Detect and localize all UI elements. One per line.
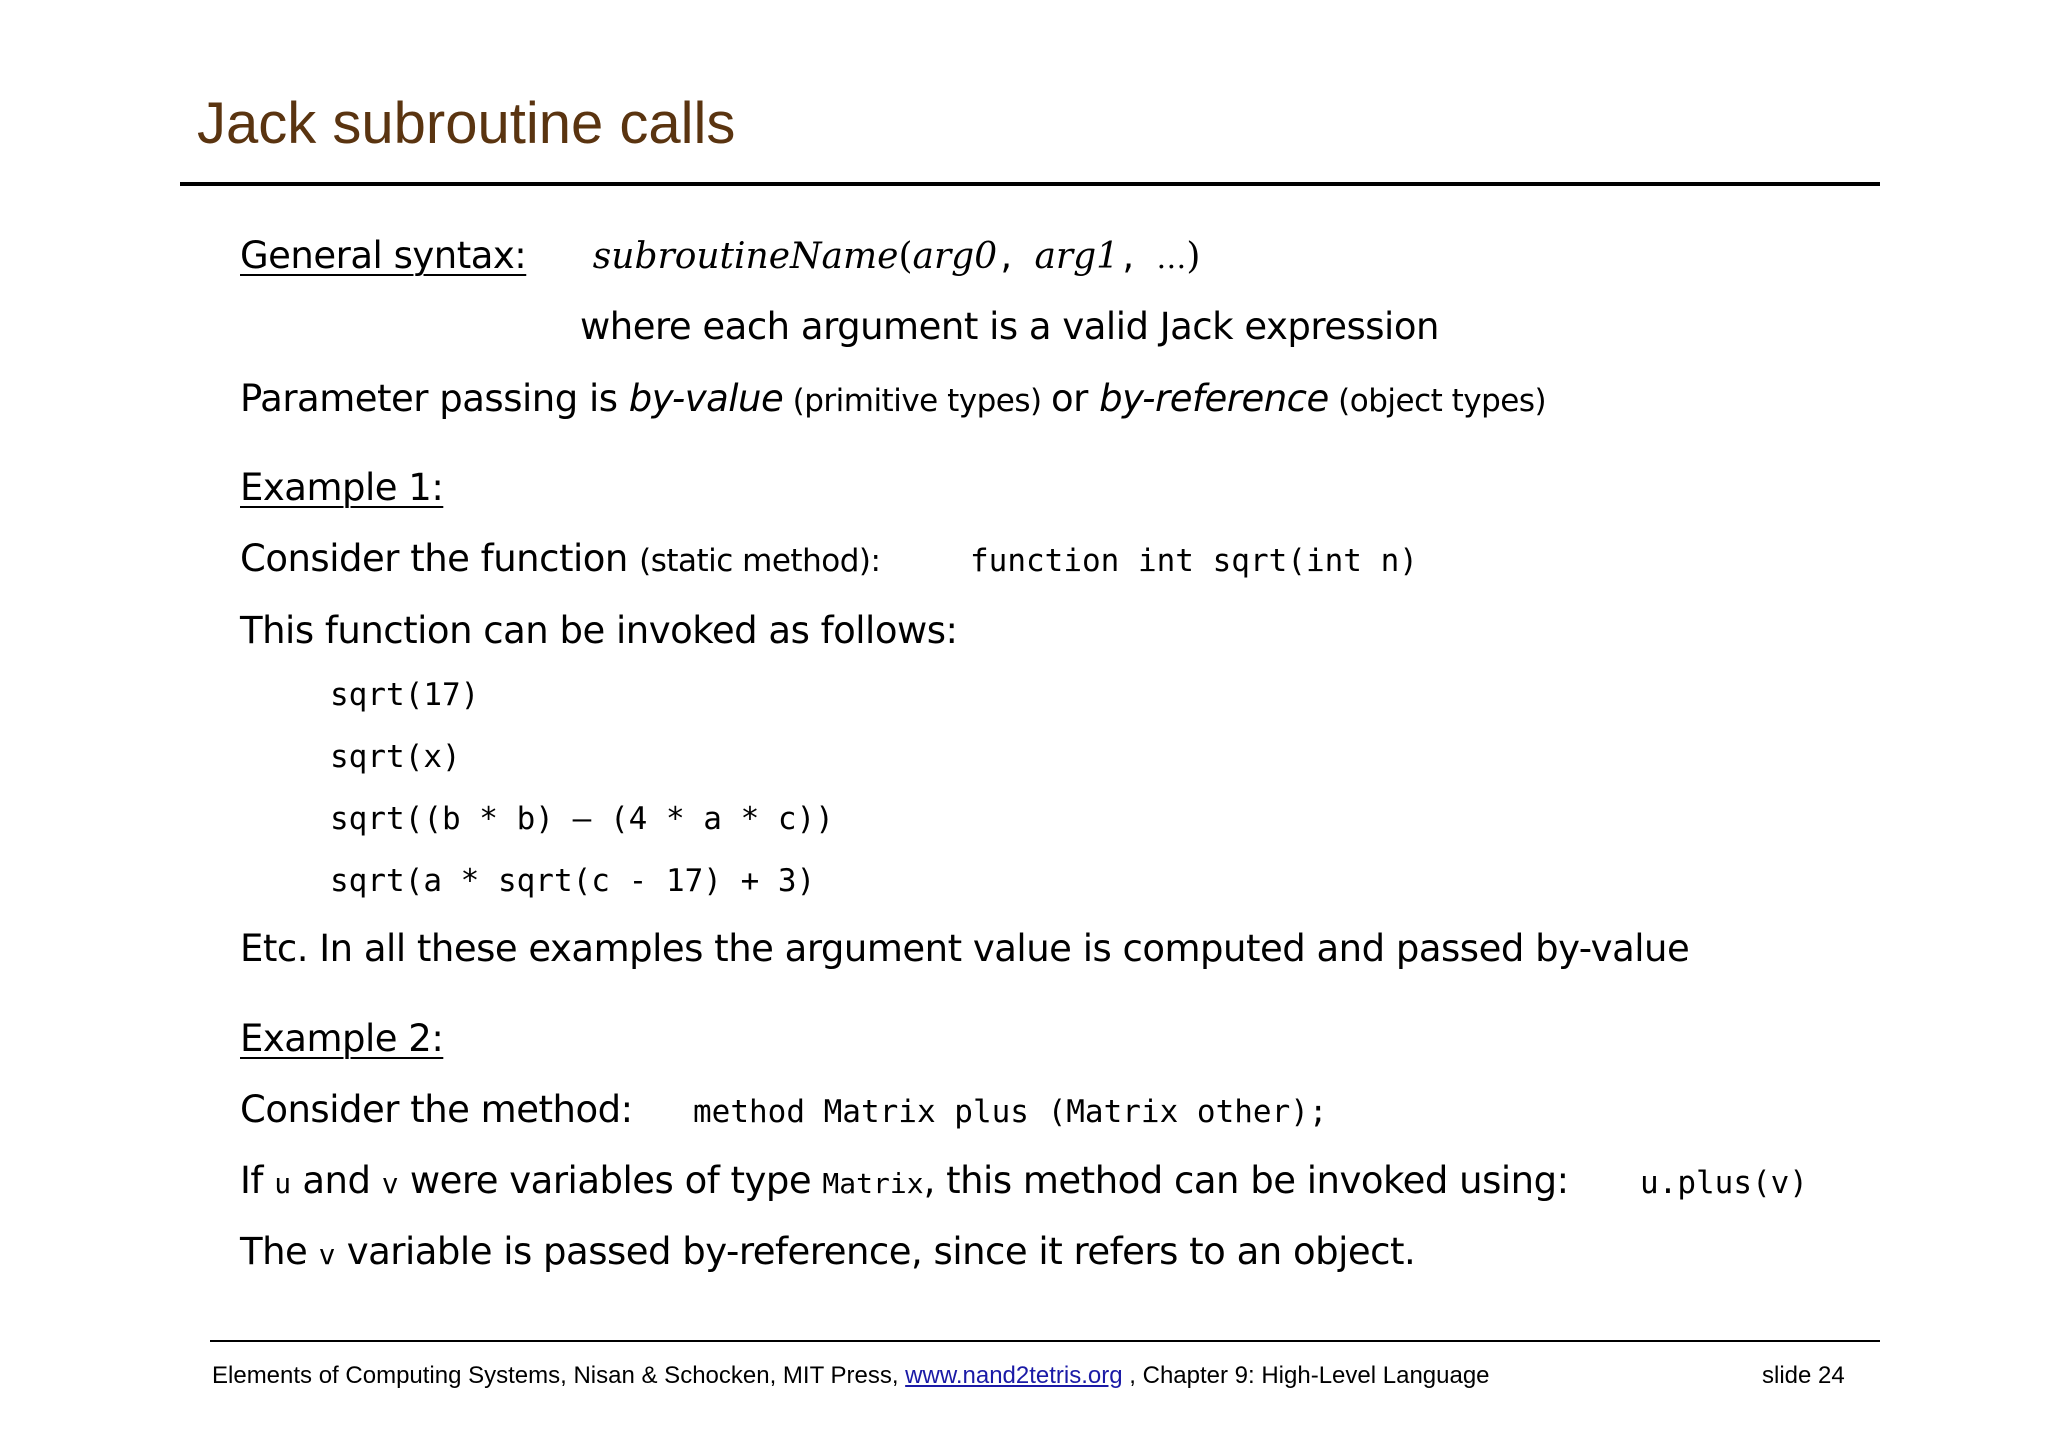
example2-consider-text: Consider the method: — [240, 1088, 633, 1131]
footer-text-after: , Chapter 9: High-Level Language — [1122, 1362, 1490, 1389]
param-by-value: by-value — [628, 377, 784, 420]
footer-link[interactable]: www.nand2tetris.org — [905, 1362, 1123, 1389]
example2-u-var: u — [274, 1167, 292, 1200]
code-call-2: sqrt(x) — [330, 739, 461, 775]
example2-v-var-2: v — [318, 1238, 336, 1271]
syntax-comma-2: , — [1119, 240, 1157, 276]
example2-if-line — [240, 1160, 1569, 1203]
param-object: (object types) — [1328, 383, 1547, 419]
footer-text-before: Elements of Computing Systems, Nisan & Schocken, MIT Press, — [212, 1362, 906, 1389]
example2-signature: method Matrix plus (Matrix other); — [693, 1094, 1328, 1130]
footer-divider — [210, 1340, 1880, 1342]
syntax-close-paren: ) — [1186, 236, 1201, 277]
syntax-ellipsis: … — [1156, 241, 1187, 276]
slide-number: slide 24 — [1762, 1362, 1845, 1389]
param-primitive: (primitive types) — [783, 383, 1051, 419]
syntax-arg0: arg0 — [912, 236, 998, 277]
example2-passed-text: variable is passed by-reference, since it refers to an object. — [335, 1230, 1416, 1273]
example2-label: Example 2: — [240, 1017, 444, 1060]
example1-invoked-text: This function can be invoked as follows: — [240, 609, 958, 652]
example1-signature: function int sqrt(int n) — [970, 543, 1418, 579]
example2-type-name: Matrix — [822, 1167, 924, 1200]
example2-the-line — [240, 1231, 1415, 1274]
code-call-3: sqrt((b * b) – (4 * a * c)) — [330, 801, 834, 837]
slide-title: Jack subroutine calls — [197, 91, 736, 156]
title-divider — [180, 182, 1880, 186]
example2-and-word: and — [291, 1159, 382, 1202]
example1-consider-paren: (static method): — [639, 543, 881, 579]
syntax-comma-1: , — [997, 240, 1035, 276]
syntax-open-paren: ( — [898, 236, 913, 277]
syntax-arg1: arg1 — [1034, 236, 1120, 277]
param-prefix: Parameter passing is — [240, 377, 629, 420]
example2-invoke-code: u.plus(v) — [1640, 1165, 1808, 1201]
example2-if-word: If — [240, 1159, 275, 1202]
general-syntax-line — [240, 235, 1200, 278]
example1-consider-line — [240, 538, 880, 581]
general-syntax-label: General syntax: — [240, 234, 527, 277]
syntax-subroutine-name: subroutineName — [592, 236, 899, 277]
param-by-reference: by-reference — [1099, 377, 1329, 420]
syntax-where-text: where each argument is a valid Jack expression — [580, 305, 1439, 348]
example1-etc-text: Etc. In all these examples the argument value is computed and passed by-value — [240, 927, 1690, 970]
example2-were-text: were variables of type — [398, 1159, 823, 1202]
footer-citation — [212, 1362, 1490, 1390]
code-call-4: sqrt(a * sqrt(c - 17) + 3) — [330, 863, 816, 899]
example2-invoke-text: , this method can be invoked using: — [923, 1159, 1569, 1202]
code-call-1: sqrt(17) — [330, 677, 480, 713]
example2-the-word: The — [240, 1230, 319, 1273]
param-or: or — [1050, 377, 1100, 420]
example1-label: Example 1: — [240, 466, 444, 509]
example1-consider-text: Consider the function — [240, 537, 640, 580]
example2-v-var: v — [381, 1167, 399, 1200]
parameter-passing-line — [240, 378, 1546, 421]
